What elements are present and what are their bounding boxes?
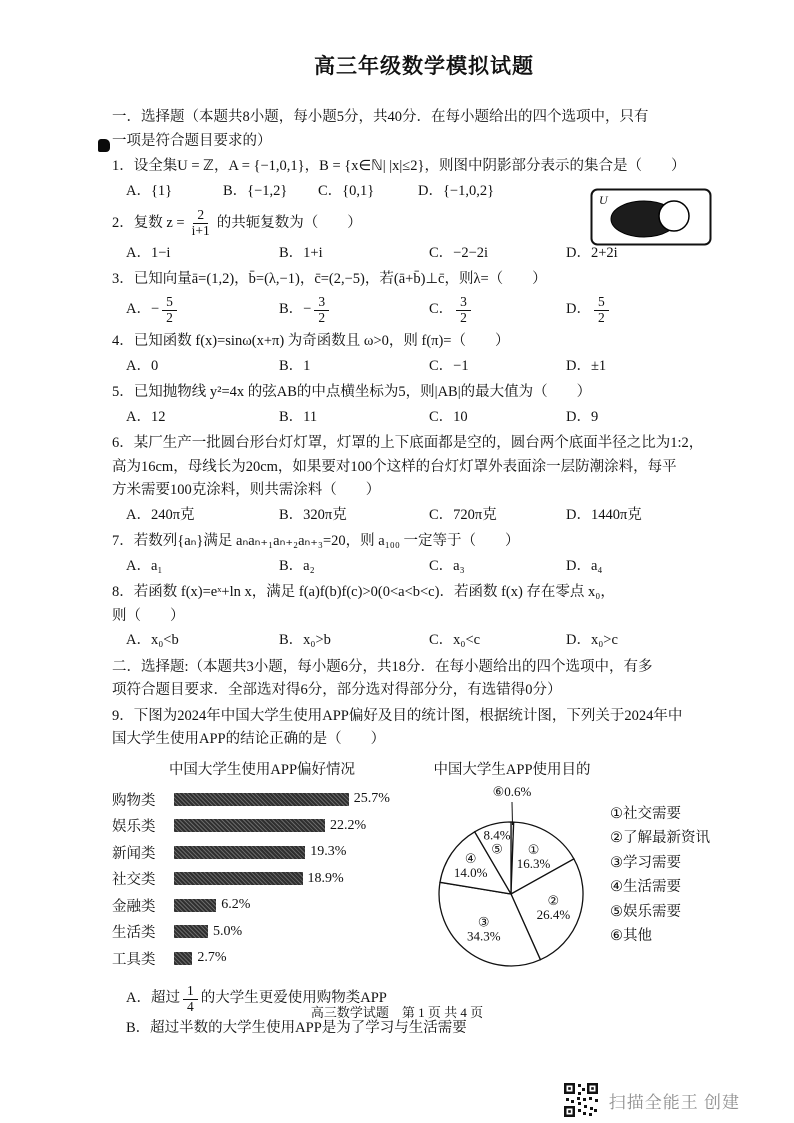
question-9-stem-line2: 国大学生使用APP的结论正确的是（ ） <box>112 731 386 748</box>
legend-item-3: ③学习需要 <box>610 854 681 871</box>
question-8-stem-line1: 8．若函数 f(x)=eˣ+ln x，满足 f(a)f(b)f(c)>0(0<a<b<c)．若函数 f(x) 存在零点 x₀， <box>112 584 615 601</box>
option-label: A． <box>126 301 151 318</box>
bar-chart-title: 中国大学生使用APP偏好情况 <box>168 761 356 778</box>
bar <box>174 819 325 832</box>
bar-value-label: 6.2% <box>221 897 251 913</box>
pie-slice-label: ③ 34.3% <box>466 914 501 944</box>
minus-sign: − <box>303 301 312 318</box>
option-label: C． <box>429 301 454 318</box>
question-2-stem-pre: 2．复数 z = <box>112 214 185 231</box>
section-two-header-line1: 二．选择题:（本题共3小题，每小题6分，共18分．在每小题给出的四个选项中，有多 <box>112 658 653 675</box>
bar-category-label: 社交类 <box>112 872 156 889</box>
bar-value-label: 5.0% <box>213 923 243 939</box>
bar-category-label: 金融类 <box>112 898 156 915</box>
fraction-denominator: i+1 <box>191 222 210 238</box>
question-6-stem-line2: 高为16cm，母线长为20cm，如果要对100个这样的台灯灯罩外表面涂一层防潮涂料，每平 <box>112 458 677 475</box>
option-a: A．x₀<b <box>126 632 179 649</box>
fraction <box>162 295 177 326</box>
bar-value-label: 2.7% <box>197 950 227 966</box>
fraction-numerator: 3 <box>456 295 471 311</box>
option-c <box>429 293 566 328</box>
bar-value-label: 19.3% <box>310 844 347 860</box>
venn-universe-label: U <box>599 193 608 207</box>
question-4-stem: 4．已知函数 f(x)=sinω(x+π) 为奇函数且 ω>0，则 f(π)=（ ） <box>112 333 510 350</box>
pie-legend <box>610 802 710 980</box>
option-b: B．{−1,2} <box>223 182 288 199</box>
option-b: B．320π克 <box>279 506 347 523</box>
pie-external-label: ⑥0.6% <box>492 783 532 799</box>
bar-row <box>112 839 412 866</box>
option-b: B．x₀>b <box>279 632 331 649</box>
bar-row <box>112 812 412 839</box>
bar <box>174 872 303 885</box>
scan-artifact-mark <box>98 139 110 152</box>
legend-item-4: ④生活需要 <box>610 879 681 896</box>
question-3-options <box>126 293 736 328</box>
section-two-header-line2: 项符合题目要求．全部选对得6分，部分选对得部分分，有选错得0分） <box>112 682 562 699</box>
question-6-options <box>126 504 736 528</box>
bar-rows <box>112 786 412 972</box>
fraction-denominator: 2 <box>460 309 467 325</box>
fraction-numerator: 1 <box>183 984 198 1000</box>
option-a: A．240π克 <box>126 506 195 523</box>
bar-row <box>112 786 412 813</box>
legend-item-1: ①社交需要 <box>610 805 681 822</box>
question-3-stem: 3．已知向量ā=(1,2)，b̄=(λ,−1)，c̄=(2,−5)，若(ā+b̄)⊥c̄，则λ=（ ） <box>112 271 547 288</box>
bar-value-label: 25.7% <box>353 791 390 807</box>
question-8-stem-line2: 则（ ） <box>112 607 185 624</box>
option-label: D． <box>566 301 591 318</box>
page-title: 高三年级数学模拟试题 <box>314 54 534 78</box>
minus-sign: − <box>150 301 160 318</box>
option-c: C．{0,1} <box>318 182 375 199</box>
fraction-denominator: 2 <box>597 309 605 325</box>
question-9-stem-line1: 9．下图为2024年中国大学生使用APP偏好及目的统计图，根据统计图，下列关于2024年中 <box>112 707 683 724</box>
option-a-pre: A．超过 <box>126 990 180 1007</box>
bar-category-label: 新闻类 <box>112 845 156 862</box>
fraction-numerator: 2 <box>193 208 208 224</box>
bar <box>174 952 192 965</box>
pie-slice-label: ② 26.4% <box>536 892 571 922</box>
bar <box>174 899 216 912</box>
legend-item-2: ②了解最新资讯 <box>610 830 710 847</box>
bar-category-label: 生活类 <box>112 925 156 942</box>
option-a: A．12 <box>126 408 166 425</box>
page-footer: 高三数学试题 第 1 页 共 4 页 <box>310 1005 484 1020</box>
option-d: D．a₄ <box>566 557 603 574</box>
question-9-option-b: B．超过半数的大学生使用APP是为了学习与生活需要 <box>126 1019 467 1036</box>
bar <box>174 846 305 859</box>
bar <box>174 925 208 938</box>
option-c: C．a₃ <box>429 557 465 574</box>
option-d: D．x₀>c <box>566 632 618 649</box>
fraction <box>594 295 609 326</box>
option-b <box>279 293 429 328</box>
scanner-credit-text: 扫描全能王 创建 <box>608 1092 740 1112</box>
question-5-options <box>126 406 736 430</box>
bar-value-label: 18.9% <box>307 870 344 886</box>
option-b: B．1 <box>279 357 311 374</box>
option-c: C．x₀<c <box>429 632 481 649</box>
fraction-denominator: 2 <box>318 309 326 325</box>
option-a: A．1−i <box>126 244 171 261</box>
venn-diagram <box>590 188 712 246</box>
bar-chart <box>112 760 412 980</box>
pie-slice-label: 8.4% ⑤ <box>483 827 511 857</box>
question-6-stem-line1: 6．某厂生产一批圆台形台灯灯罩，灯罩的上下底面都是空的，圆台两个底面半径之比为1:2， <box>112 435 704 452</box>
legend-item-6: ⑥其他 <box>610 928 652 945</box>
bar-category-label: 娱乐类 <box>112 819 156 836</box>
bar-row <box>112 892 412 919</box>
fraction-numerator: 5 <box>162 295 177 311</box>
question-8-options <box>126 629 736 653</box>
option-c: C．10 <box>429 408 468 425</box>
question-4-options <box>126 355 736 379</box>
bar <box>174 793 349 806</box>
question-2-stem-post: 的共轭复数为（ ） <box>216 214 362 231</box>
option-d: D．{−1,0,2} <box>418 182 495 199</box>
option-a-post: 的大学生更爱使用购物类APP <box>200 990 387 1007</box>
option-c: C．720π克 <box>429 506 497 523</box>
section-one-header-line1: 一．选择题（本题共8小题，每小题5分，共40分．在每小题给出的四个选项中，只有 <box>112 109 649 125</box>
qr-code <box>562 1081 600 1119</box>
option-c: C．−1 <box>429 357 469 374</box>
legend-item-5: ⑤娱乐需要 <box>610 903 681 920</box>
bar-category-label: 购物类 <box>112 792 156 809</box>
fraction-denominator: 2 <box>166 309 173 325</box>
option-c: C．−2−2i <box>429 244 489 261</box>
fraction <box>188 208 214 239</box>
option-d: D．2+2i <box>566 244 618 261</box>
pie-svg <box>416 780 608 980</box>
option-a: A．{1} <box>126 182 173 199</box>
question-1-stem: 1．设全集U = ℤ，A = {−1,0,1}，B = {x∈ℕ| |x|≤2}，则图中阴影部分表示的集合是（ ） <box>112 158 686 174</box>
bar-category-label: 工具类 <box>112 951 156 968</box>
option-a <box>126 293 279 328</box>
question-9-statistics-charts <box>112 760 736 980</box>
fraction-numerator: 5 <box>594 295 609 311</box>
option-label: B． <box>279 301 304 318</box>
option-d: D．1440π克 <box>566 506 642 523</box>
option-d <box>566 293 736 328</box>
fraction-numerator: 3 <box>314 295 329 311</box>
pie-slice-label: ① 16.3% <box>516 842 551 872</box>
option-b: B．a₂ <box>279 557 315 574</box>
bar-row <box>112 945 412 972</box>
venn-set-b <box>659 201 689 231</box>
fraction <box>314 295 329 326</box>
fraction-denominator: 4 <box>186 998 194 1014</box>
pie-chart-title: 中国大学生APP使用目的 <box>433 761 591 778</box>
option-b: B．11 <box>279 408 318 425</box>
option-d: D．±1 <box>566 357 607 374</box>
fraction <box>456 295 471 326</box>
pie-slice-label: ④ 14.0% <box>453 851 488 881</box>
section-one-header-line2: 一项是符合题目要求的） <box>112 132 272 149</box>
option-d: D．9 <box>566 408 599 425</box>
question-7-stem: 7．若数列{aₙ}满足 aₙaₙ₊₁aₙ₊₂aₙ₊₃=20，则 a₁₀₀ 一定等于（ ） <box>112 533 520 550</box>
question-7-options <box>126 555 736 579</box>
option-a: A．a₁ <box>126 557 163 574</box>
option-a: A．0 <box>126 357 159 374</box>
option-b: B．1+i <box>279 244 323 261</box>
pie-area <box>416 780 710 980</box>
bar-row <box>112 865 412 892</box>
question-6-stem-line3: 方米需要100克涂料，则共需涂料（ ） <box>112 482 381 499</box>
bar-row <box>112 918 412 945</box>
pie-leader-line <box>512 802 513 825</box>
scanner-credit <box>562 1081 740 1119</box>
question-5-stem: 5．已知抛物线 y²=4x 的弦AB的中点横坐标为5，则|AB|的最大值为（ ） <box>112 384 592 401</box>
pie-chart <box>416 760 710 980</box>
bar-value-label: 22.2% <box>330 817 367 833</box>
